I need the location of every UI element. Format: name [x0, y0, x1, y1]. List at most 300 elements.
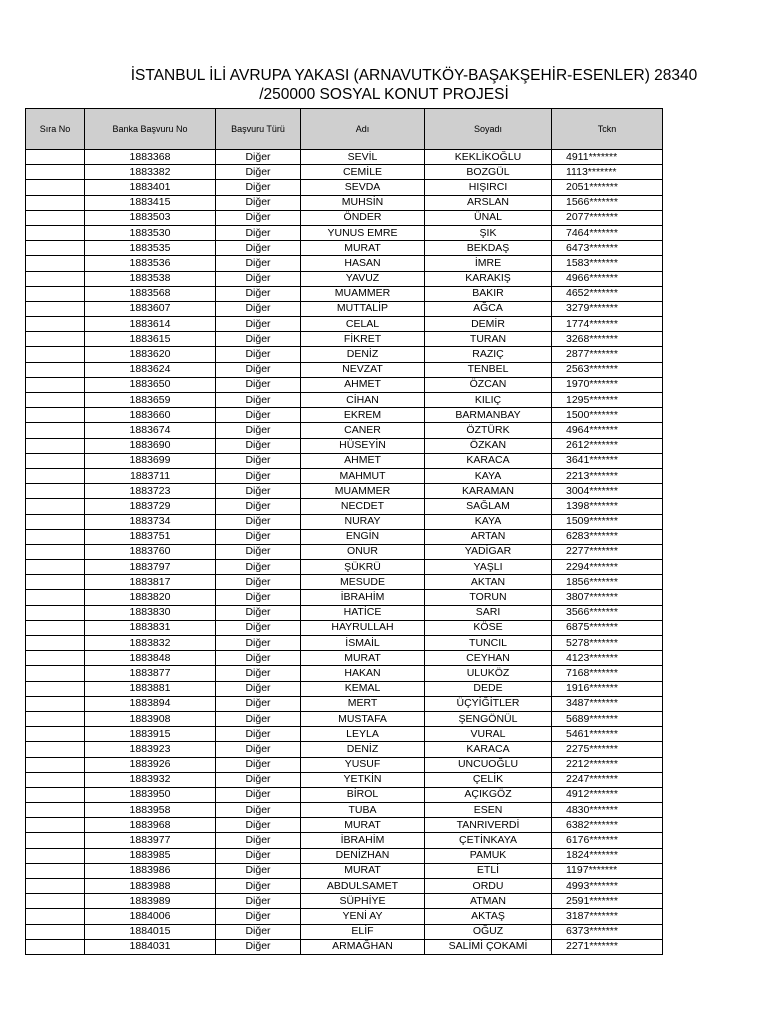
cell-adi: ABDULSAMET: [301, 879, 425, 894]
cell-adi: HATİCE: [301, 605, 425, 620]
cell-basvuru-turu: Diğer: [216, 879, 301, 894]
cell-tckn: 2277*******: [552, 544, 663, 559]
cell-soyadi: ESEN: [425, 803, 552, 818]
cell-adi: HAYRULLAH: [301, 620, 425, 635]
cell-adi: MURAT: [301, 863, 425, 878]
cell-basvuru-turu: Diğer: [216, 696, 301, 711]
table-row: [26, 468, 663, 483]
cell-soyadi: ULUKÖZ: [425, 666, 552, 681]
table-row: [26, 727, 663, 742]
cell-tckn: 3187*******: [552, 909, 663, 924]
cell-adi: YUNUS EMRE: [301, 225, 425, 240]
cell-sira-no: [26, 165, 85, 180]
cell-adi: CİHAN: [301, 393, 425, 408]
cell-soyadi: DEDE: [425, 681, 552, 696]
cell-sira-no: [26, 863, 85, 878]
table-row: [26, 651, 663, 666]
cell-sira-no: [26, 924, 85, 939]
cell-soyadi: ETLİ: [425, 863, 552, 878]
cell-tckn: 2563*******: [552, 362, 663, 377]
table-row: [26, 256, 663, 271]
cell-banka-basvuru-no: 1883530: [85, 225, 216, 240]
cell-soyadi: AĞCA: [425, 301, 552, 316]
cell-adi: DENİZ: [301, 742, 425, 757]
cell-tckn: 1295*******: [552, 393, 663, 408]
cell-soyadi: ARTAN: [425, 529, 552, 544]
table-row: [26, 711, 663, 726]
cell-basvuru-turu: Diğer: [216, 225, 301, 240]
cell-sira-no: [26, 894, 85, 909]
cell-basvuru-turu: Diğer: [216, 484, 301, 499]
cell-basvuru-turu: Diğer: [216, 560, 301, 575]
cell-adi: SEVİL: [301, 150, 425, 165]
cell-sira-no: [26, 848, 85, 863]
cell-soyadi: KARAMAN: [425, 484, 552, 499]
cell-banka-basvuru-no: 1883660: [85, 408, 216, 423]
cell-adi: ÖNDER: [301, 210, 425, 225]
cell-adi: MUHSİN: [301, 195, 425, 210]
cell-adi: SÜPHİYE: [301, 894, 425, 909]
cell-tckn: 1583*******: [552, 256, 663, 271]
cell-adi: MERT: [301, 696, 425, 711]
cell-sira-no: [26, 681, 85, 696]
cell-soyadi: TORUN: [425, 590, 552, 605]
cell-tckn: 6176*******: [552, 833, 663, 848]
cell-sira-no: [26, 939, 85, 954]
title-line-1: İSTANBUL İLİ AVRUPA YAKASI (ARNAVUTKÖY-BAŞAKŞEHİR-ESENLER) 28340: [130, 67, 698, 84]
cell-sira-no: [26, 347, 85, 362]
cell-sira-no: [26, 818, 85, 833]
cell-basvuru-turu: Diğer: [216, 408, 301, 423]
cell-soyadi: ATMAN: [425, 894, 552, 909]
cell-sira-no: [26, 909, 85, 924]
cell-banka-basvuru-no: 1883535: [85, 241, 216, 256]
cell-soyadi: SAĞLAM: [425, 499, 552, 514]
cell-soyadi: AÇIKGÖZ: [425, 787, 552, 802]
cell-adi: KEMAL: [301, 681, 425, 696]
cell-banka-basvuru-no: 1883988: [85, 879, 216, 894]
cell-adi: FİKRET: [301, 332, 425, 347]
cell-basvuru-turu: Diğer: [216, 317, 301, 332]
cell-soyadi: TENBEL: [425, 362, 552, 377]
cell-soyadi: AKTAN: [425, 575, 552, 590]
cell-sira-no: [26, 195, 85, 210]
cell-adi: LEYLA: [301, 727, 425, 742]
cell-sira-no: [26, 544, 85, 559]
cell-tckn: 3004*******: [552, 484, 663, 499]
table-header-row: [26, 109, 663, 150]
cell-sira-no: [26, 271, 85, 286]
cell-basvuru-turu: Diğer: [216, 939, 301, 954]
cell-soyadi: BOZGÜL: [425, 165, 552, 180]
cell-adi: ONUR: [301, 544, 425, 559]
header-adi: Adı: [301, 109, 425, 150]
cell-soyadi: KAYA: [425, 468, 552, 483]
cell-sira-no: [26, 711, 85, 726]
cell-banka-basvuru-no: 1883831: [85, 620, 216, 635]
table-row: [26, 225, 663, 240]
cell-basvuru-turu: Diğer: [216, 514, 301, 529]
cell-basvuru-turu: Diğer: [216, 377, 301, 392]
cell-banka-basvuru-no: 1883977: [85, 833, 216, 848]
cell-banka-basvuru-no: 1883699: [85, 453, 216, 468]
cell-banka-basvuru-no: 1883711: [85, 468, 216, 483]
cell-sira-no: [26, 468, 85, 483]
cell-adi: YAVUZ: [301, 271, 425, 286]
cell-basvuru-turu: Diğer: [216, 499, 301, 514]
cell-adi: DENİZHAN: [301, 848, 425, 863]
cell-sira-no: [26, 393, 85, 408]
cell-sira-no: [26, 286, 85, 301]
cell-banka-basvuru-no: 1883894: [85, 696, 216, 711]
cell-adi: BİROL: [301, 787, 425, 802]
table-row: [26, 544, 663, 559]
cell-banka-basvuru-no: 1884015: [85, 924, 216, 939]
table-row: [26, 165, 663, 180]
cell-basvuru-turu: Diğer: [216, 590, 301, 605]
cell-sira-no: [26, 256, 85, 271]
cell-sira-no: [26, 803, 85, 818]
cell-adi: YETKİN: [301, 772, 425, 787]
cell-banka-basvuru-no: 1883368: [85, 150, 216, 165]
cell-tckn: 2212*******: [552, 757, 663, 772]
cell-sira-no: [26, 651, 85, 666]
cell-soyadi: TUNCIL: [425, 636, 552, 651]
cell-soyadi: RAZIÇ: [425, 347, 552, 362]
cell-adi: HÜSEYİN: [301, 438, 425, 453]
cell-soyadi: ÖZTÜRK: [425, 423, 552, 438]
cell-adi: MUAMMER: [301, 484, 425, 499]
cell-sira-no: [26, 241, 85, 256]
table-row: [26, 879, 663, 894]
cell-tckn: 4123*******: [552, 651, 663, 666]
cell-soyadi: BEKDAŞ: [425, 241, 552, 256]
table-row: [26, 620, 663, 635]
cell-adi: İBRAHİM: [301, 590, 425, 605]
cell-basvuru-turu: Diğer: [216, 180, 301, 195]
cell-adi: HAKAN: [301, 666, 425, 681]
cell-sira-no: [26, 317, 85, 332]
table-row: [26, 772, 663, 787]
cell-basvuru-turu: Diğer: [216, 863, 301, 878]
cell-banka-basvuru-no: 1883881: [85, 681, 216, 696]
cell-tckn: 1856*******: [552, 575, 663, 590]
cell-adi: NEVZAT: [301, 362, 425, 377]
cell-tckn: 1398*******: [552, 499, 663, 514]
cell-banka-basvuru-no: 1883797: [85, 560, 216, 575]
table-row: [26, 195, 663, 210]
cell-tckn: 2051*******: [552, 180, 663, 195]
cell-basvuru-turu: Diğer: [216, 195, 301, 210]
cell-adi: ARMAĞHAN: [301, 939, 425, 954]
cell-sira-no: [26, 696, 85, 711]
cell-basvuru-turu: Diğer: [216, 833, 301, 848]
cell-adi: MAHMUT: [301, 468, 425, 483]
cell-adi: YUSUF: [301, 757, 425, 772]
table-row: [26, 377, 663, 392]
cell-adi: TUBA: [301, 803, 425, 818]
cell-tckn: 1916*******: [552, 681, 663, 696]
cell-tckn: 6373*******: [552, 924, 663, 939]
table-row: [26, 332, 663, 347]
cell-soyadi: ŞIK: [425, 225, 552, 240]
cell-tckn: 5278*******: [552, 636, 663, 651]
cell-banka-basvuru-no: 1883624: [85, 362, 216, 377]
cell-banka-basvuru-no: 1883968: [85, 818, 216, 833]
cell-banka-basvuru-no: 1883877: [85, 666, 216, 681]
table-row: [26, 150, 663, 165]
cell-basvuru-turu: Diğer: [216, 711, 301, 726]
cell-basvuru-turu: Diğer: [216, 544, 301, 559]
cell-banka-basvuru-no: 1883538: [85, 271, 216, 286]
cell-banka-basvuru-no: 1884031: [85, 939, 216, 954]
cell-tckn: 2275*******: [552, 742, 663, 757]
cell-soyadi: ÖZCAN: [425, 377, 552, 392]
cell-sira-no: [26, 742, 85, 757]
cell-banka-basvuru-no: 1883989: [85, 894, 216, 909]
cell-tckn: 2612*******: [552, 438, 663, 453]
cell-tckn: 6875*******: [552, 620, 663, 635]
cell-soyadi: CEYHAN: [425, 651, 552, 666]
cell-adi: AHMET: [301, 453, 425, 468]
cell-adi: CANER: [301, 423, 425, 438]
table-row: [26, 514, 663, 529]
cell-soyadi: İMRE: [425, 256, 552, 271]
cell-basvuru-turu: Diğer: [216, 909, 301, 924]
cell-soyadi: KILIÇ: [425, 393, 552, 408]
cell-banka-basvuru-no: 1883926: [85, 757, 216, 772]
cell-tckn: 4911*******: [552, 150, 663, 165]
cell-soyadi: PAMUK: [425, 848, 552, 863]
cell-banka-basvuru-no: 1884006: [85, 909, 216, 924]
cell-basvuru-turu: Diğer: [216, 362, 301, 377]
cell-basvuru-turu: Diğer: [216, 575, 301, 590]
cell-adi: ENGİN: [301, 529, 425, 544]
cell-basvuru-turu: Diğer: [216, 620, 301, 635]
cell-tckn: 7464*******: [552, 225, 663, 240]
cell-sira-no: [26, 438, 85, 453]
cell-sira-no: [26, 377, 85, 392]
cell-basvuru-turu: Diğer: [216, 468, 301, 483]
cell-tckn: 1970*******: [552, 377, 663, 392]
cell-soyadi: KÖSE: [425, 620, 552, 635]
table-row: [26, 924, 663, 939]
table-row: [26, 393, 663, 408]
cell-banka-basvuru-no: 1883615: [85, 332, 216, 347]
cell-basvuru-turu: Diğer: [216, 727, 301, 742]
header-soyadi: Soyadı: [425, 109, 552, 150]
cell-banka-basvuru-no: 1883415: [85, 195, 216, 210]
cell-sira-no: [26, 301, 85, 316]
cell-tckn: 1566*******: [552, 195, 663, 210]
cell-basvuru-turu: Diğer: [216, 301, 301, 316]
table-row: [26, 742, 663, 757]
cell-soyadi: KARACA: [425, 453, 552, 468]
cell-tckn: 1509*******: [552, 514, 663, 529]
cell-soyadi: ÇELİK: [425, 772, 552, 787]
table-row: [26, 438, 663, 453]
cell-tckn: 2247*******: [552, 772, 663, 787]
table-row: [26, 757, 663, 772]
cell-basvuru-turu: Diğer: [216, 393, 301, 408]
table-row: [26, 408, 663, 423]
table-row: [26, 787, 663, 802]
cell-sira-no: [26, 727, 85, 742]
cell-soyadi: SARI: [425, 605, 552, 620]
cell-banka-basvuru-no: 1883848: [85, 651, 216, 666]
header-sira-no: Sıra No: [26, 109, 85, 150]
cell-banka-basvuru-no: 1883908: [85, 711, 216, 726]
cell-tckn: 1500*******: [552, 408, 663, 423]
table-row: [26, 362, 663, 377]
cell-sira-no: [26, 210, 85, 225]
cell-sira-no: [26, 787, 85, 802]
cell-sira-no: [26, 453, 85, 468]
cell-adi: MUAMMER: [301, 286, 425, 301]
applicant-table: [25, 108, 663, 955]
cell-adi: HASAN: [301, 256, 425, 271]
cell-sira-no: [26, 620, 85, 635]
cell-banka-basvuru-no: 1883760: [85, 544, 216, 559]
cell-adi: MURAT: [301, 241, 425, 256]
cell-soyadi: DEMİR: [425, 317, 552, 332]
cell-basvuru-turu: Diğer: [216, 286, 301, 301]
cell-soyadi: HIŞIRCI: [425, 180, 552, 195]
table-row: [26, 301, 663, 316]
cell-sira-no: [26, 180, 85, 195]
cell-basvuru-turu: Diğer: [216, 256, 301, 271]
title-line-2: /250000 SOSYAL KONUT PROJESİ: [259, 86, 509, 103]
cell-tckn: 7168*******: [552, 666, 663, 681]
cell-basvuru-turu: Diğer: [216, 803, 301, 818]
cell-banka-basvuru-no: 1883503: [85, 210, 216, 225]
cell-adi: İSMAİL: [301, 636, 425, 651]
cell-adi: YENİ AY: [301, 909, 425, 924]
cell-basvuru-turu: Diğer: [216, 453, 301, 468]
cell-basvuru-turu: Diğer: [216, 529, 301, 544]
cell-soyadi: TANRIVERDİ: [425, 818, 552, 833]
table-row: [26, 803, 663, 818]
table-row: [26, 681, 663, 696]
table-row: [26, 909, 663, 924]
cell-sira-no: [26, 666, 85, 681]
cell-tckn: 1774*******: [552, 317, 663, 332]
table-row: [26, 590, 663, 605]
cell-basvuru-turu: Diğer: [216, 347, 301, 362]
cell-adi: AHMET: [301, 377, 425, 392]
table-row: [26, 423, 663, 438]
cell-basvuru-turu: Diğer: [216, 666, 301, 681]
cell-tckn: 2213*******: [552, 468, 663, 483]
cell-basvuru-turu: Diğer: [216, 605, 301, 620]
cell-basvuru-turu: Diğer: [216, 165, 301, 180]
table-row: [26, 180, 663, 195]
cell-basvuru-turu: Diğer: [216, 894, 301, 909]
cell-tckn: 5689*******: [552, 711, 663, 726]
table-row: [26, 271, 663, 286]
cell-tckn: 6382*******: [552, 818, 663, 833]
table-row: [26, 453, 663, 468]
cell-sira-no: [26, 560, 85, 575]
cell-tckn: 3487*******: [552, 696, 663, 711]
cell-tckn: 3807*******: [552, 590, 663, 605]
cell-sira-no: [26, 605, 85, 620]
cell-basvuru-turu: Diğer: [216, 787, 301, 802]
cell-adi: MESUDE: [301, 575, 425, 590]
cell-adi: SEVDA: [301, 180, 425, 195]
cell-sira-no: [26, 408, 85, 423]
cell-sira-no: [26, 757, 85, 772]
cell-soyadi: ÜÇYİĞİTLER: [425, 696, 552, 711]
cell-sira-no: [26, 225, 85, 240]
table-row: [26, 605, 663, 620]
cell-banka-basvuru-no: 1883915: [85, 727, 216, 742]
cell-banka-basvuru-no: 1883382: [85, 165, 216, 180]
cell-banka-basvuru-no: 1883830: [85, 605, 216, 620]
cell-soyadi: BARMANBAY: [425, 408, 552, 423]
cell-sira-no: [26, 772, 85, 787]
table-row: [26, 286, 663, 301]
cell-banka-basvuru-no: 1883614: [85, 317, 216, 332]
cell-banka-basvuru-no: 1883958: [85, 803, 216, 818]
cell-tckn: 2294*******: [552, 560, 663, 575]
table-row: [26, 484, 663, 499]
cell-tckn: 4966*******: [552, 271, 663, 286]
cell-banka-basvuru-no: 1883751: [85, 529, 216, 544]
cell-soyadi: UNCUOĞLU: [425, 757, 552, 772]
cell-banka-basvuru-no: 1883674: [85, 423, 216, 438]
table-row: [26, 894, 663, 909]
table-row: [26, 529, 663, 544]
table-row: [26, 210, 663, 225]
cell-tckn: 4964*******: [552, 423, 663, 438]
cell-banka-basvuru-no: 1883950: [85, 787, 216, 802]
cell-tckn: 2877*******: [552, 347, 663, 362]
cell-soyadi: ŞENGÖNÜL: [425, 711, 552, 726]
header-basvuru-turu: Başvuru Türü: [216, 109, 301, 150]
cell-soyadi: KEKLİKOĞLU: [425, 150, 552, 165]
cell-sira-no: [26, 423, 85, 438]
header-tckn: Tckn: [552, 109, 663, 150]
cell-soyadi: ÜNAL: [425, 210, 552, 225]
cell-banka-basvuru-no: 1883568: [85, 286, 216, 301]
cell-tckn: 2077*******: [552, 210, 663, 225]
cell-adi: CELAL: [301, 317, 425, 332]
table-row: [26, 575, 663, 590]
table-row: [26, 636, 663, 651]
cell-soyadi: VURAL: [425, 727, 552, 742]
table-row: [26, 347, 663, 362]
cell-adi: MURAT: [301, 651, 425, 666]
cell-tckn: 4652*******: [552, 286, 663, 301]
cell-basvuru-turu: Diğer: [216, 848, 301, 863]
table-row: [26, 560, 663, 575]
cell-soyadi: AKTAŞ: [425, 909, 552, 924]
cell-tckn: 6283*******: [552, 529, 663, 544]
cell-soyadi: OĞUZ: [425, 924, 552, 939]
cell-basvuru-turu: Diğer: [216, 423, 301, 438]
cell-tckn: 4912*******: [552, 787, 663, 802]
page-title: [0, 66, 768, 104]
table-row: [26, 696, 663, 711]
cell-soyadi: ÖZKAN: [425, 438, 552, 453]
cell-basvuru-turu: Diğer: [216, 742, 301, 757]
cell-tckn: 3566*******: [552, 605, 663, 620]
cell-basvuru-turu: Diğer: [216, 241, 301, 256]
table-row: [26, 241, 663, 256]
cell-basvuru-turu: Diğer: [216, 681, 301, 696]
cell-banka-basvuru-no: 1883985: [85, 848, 216, 863]
